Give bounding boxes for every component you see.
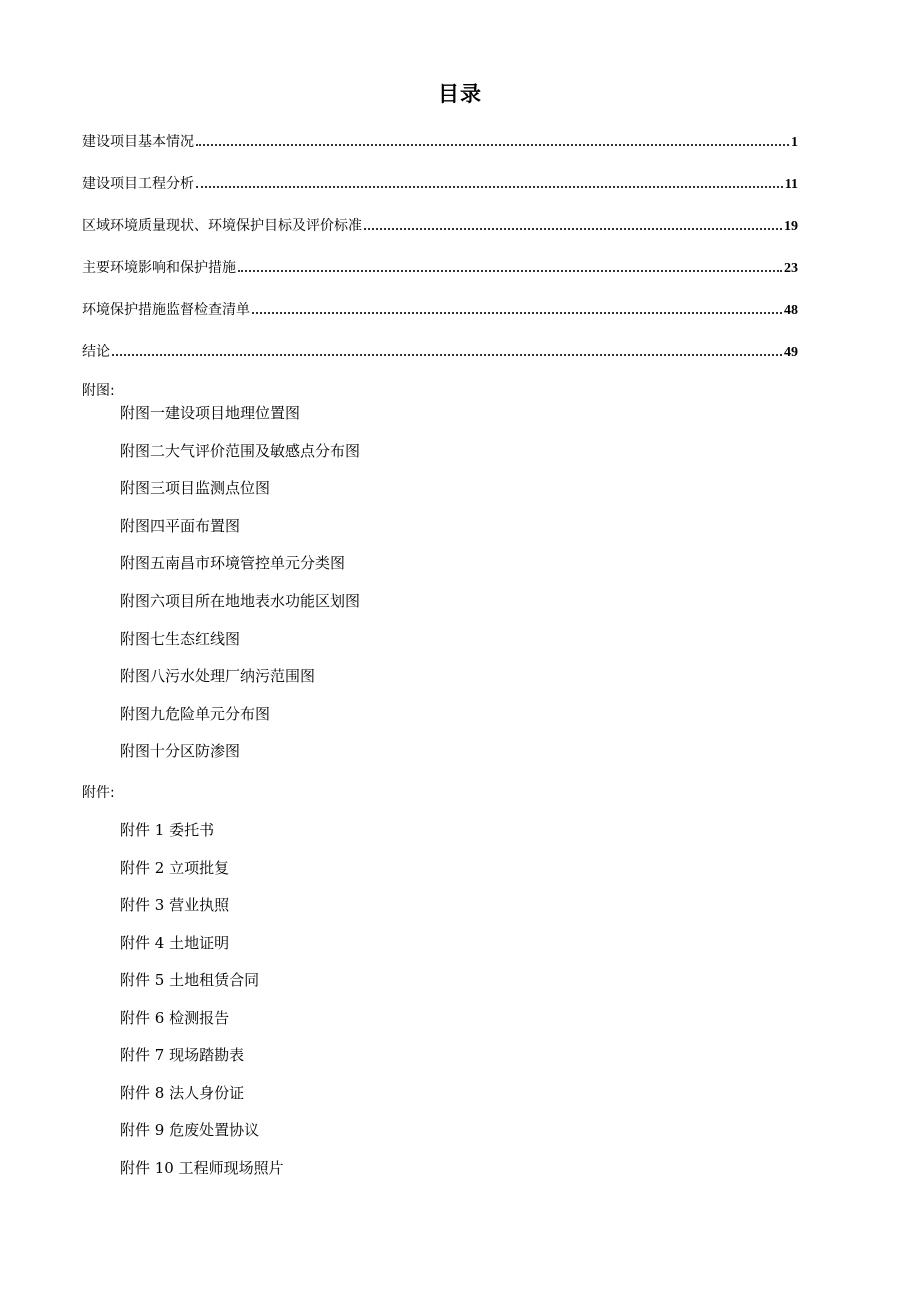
figure-item: 附图五南昌市环境管控单元分类图 (120, 554, 346, 573)
toc-leader-dots (252, 312, 782, 314)
figure-item: 附图六项目所在地地表水功能区划图 (120, 591, 361, 610)
figures-list (120, 403, 360, 779)
toc-entry-title: 区域环境质量现状、环境保护目标及评价标准 (82, 218, 362, 234)
toc-entry[interactable] (82, 172, 798, 193)
toc-entry-title: 主要环境影响和保护措施 (82, 260, 236, 276)
figure-item: 附图一建设项目地理位置图 (120, 404, 301, 422)
table-of-contents (82, 130, 798, 382)
toc-entry-title: 建设项目工程分析 (82, 176, 194, 192)
toc-entry[interactable] (82, 256, 798, 277)
toc-entry[interactable] (82, 214, 798, 235)
attachment-item: 附件 9 危废处置协议 (120, 1121, 260, 1139)
toc-entry-page: 48 (784, 303, 798, 318)
page-title: 目录 (438, 82, 482, 106)
toc-entry-page: 1 (791, 135, 798, 150)
toc-entry-title: 建设项目基本情况 (82, 134, 194, 150)
toc-leader-dots (112, 354, 782, 356)
attachments-list (120, 820, 284, 1195)
attachment-item: 附件 1 委托书 (120, 821, 215, 839)
attachment-item: 附件 4 土地证明 (120, 933, 230, 952)
toc-entry-page: 23 (784, 261, 798, 276)
figure-item: 附图八污水处理厂纳污范围图 (120, 667, 316, 686)
toc-leader-dots (238, 270, 782, 272)
figure-item: 附图九危险单元分布图 (120, 704, 271, 723)
figures-heading: 附图: (82, 383, 115, 399)
attachment-item: 附件 8 法人身份证 (120, 1083, 245, 1102)
toc-leader-dots (196, 186, 783, 188)
toc-entry-page: 49 (784, 345, 798, 360)
toc-entry-title: 结论 (82, 344, 110, 360)
attachment-item: 附件 6 检测报告 (120, 1008, 230, 1027)
figure-item: 附图十分区防渗图 (120, 742, 241, 761)
figure-item: 附图二大气评价范围及敏感点分布图 (120, 441, 361, 460)
attachment-item: 附件 10 工程师现场照片 (120, 1158, 284, 1177)
toc-entry[interactable] (82, 130, 798, 151)
toc-entry[interactable] (82, 340, 798, 361)
attachment-item: 附件 2 立项批复 (120, 858, 230, 877)
attachment-item: 附件 7 现场踏勘表 (120, 1046, 245, 1064)
figure-item: 附图七生态红线图 (120, 629, 241, 648)
attachments-heading: 附件: (82, 785, 115, 801)
toc-leader-dots (196, 144, 789, 146)
attachment-item: 附件 5 土地租赁合同 (120, 971, 260, 989)
toc-entry[interactable] (82, 298, 798, 319)
attachment-item: 附件 3 营业执照 (120, 896, 230, 914)
figure-item: 附图四平面布置图 (120, 516, 241, 535)
toc-entry-title: 环境保护措施监督检查清单 (82, 302, 250, 318)
toc-entry-page: 19 (784, 219, 798, 234)
figure-item: 附图三项目监测点位图 (120, 479, 271, 498)
toc-entry-page: 11 (784, 177, 798, 192)
toc-leader-dots (364, 228, 782, 230)
